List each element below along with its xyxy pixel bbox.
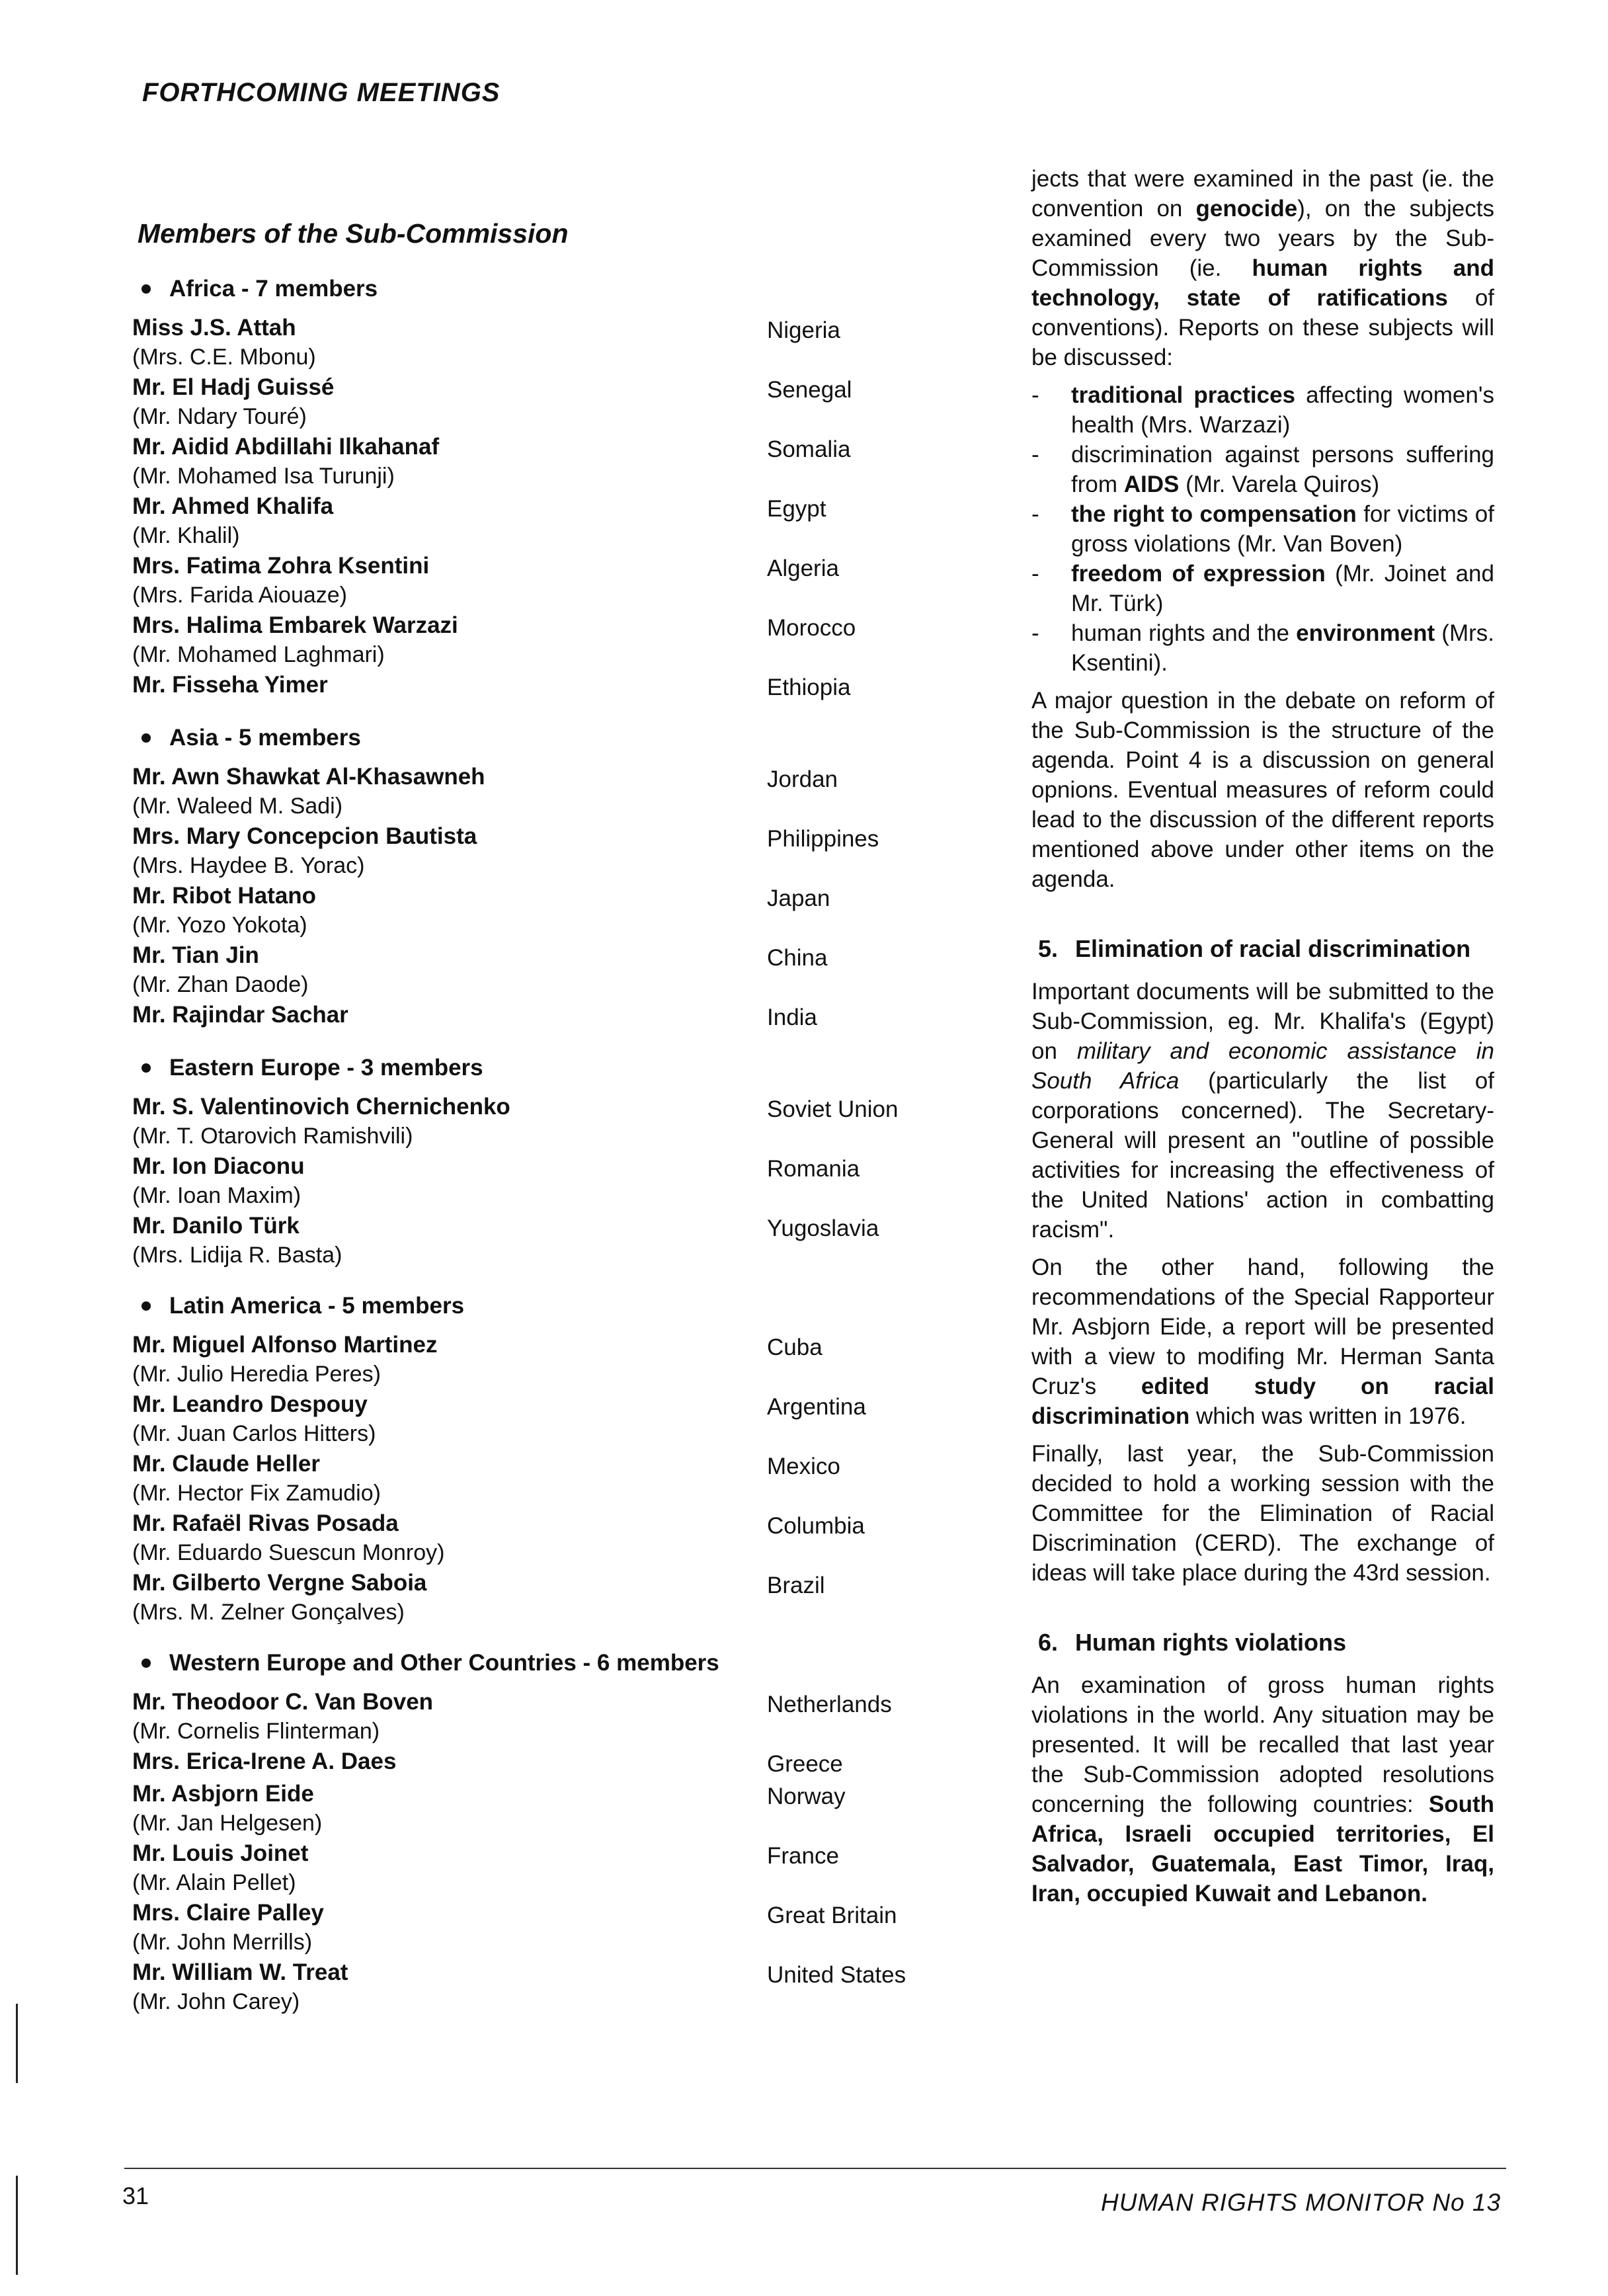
member-alternate: (Mr. John Merrills) [132, 1930, 313, 1955]
member-alternate: (Mr. Yozo Yokota) [132, 913, 307, 938]
region-heading [141, 1650, 1018, 1676]
member-names [132, 491, 767, 551]
member-row [132, 1508, 1018, 1568]
region-list [132, 276, 1018, 2017]
member-country: Mexico [767, 1454, 840, 1479]
member-names [132, 313, 767, 372]
region-block [132, 1650, 1018, 2017]
member-alternate: (Mr. Mohamed Isa Turunji) [132, 464, 395, 489]
text-run: discrimination against persons suffering from [1071, 442, 1494, 497]
member-row [132, 1898, 1018, 1957]
member-alternate: (Mrs. Farida Aiouaze) [132, 583, 347, 608]
text-run: Important documents will be submitted to the Sub-Commission, eg. Mr. Khalifa's (Egypt) on [1031, 979, 1494, 1064]
member-row [132, 1838, 1018, 1898]
member-country: Jordan [767, 766, 838, 792]
member-country: India [767, 1004, 817, 1030]
text-run: human rights and technology, state of ratifications [1031, 255, 1495, 311]
text-run: which was written in 1976. [1189, 1403, 1467, 1429]
member-row [132, 1957, 1018, 2017]
text-run: jects that were examined in the past (ie. the convention on [1031, 166, 1494, 222]
intro-paragraph [1031, 164, 1494, 372]
section-6-paragraph [1031, 1670, 1494, 1908]
member-alternate: (Mr. Waleed M. Sadi) [132, 794, 343, 819]
member-names [132, 1898, 767, 1957]
page-number: 31 [122, 2182, 149, 2209]
reform-paragraph: A major question in the debate on reform of the Sub-Commission is the structure of the agenda. Point 4 is a discussion on general opnions. Eventual measures of reform could lead to the discussion of the different reports mentioned above under other items on the agenda. [1031, 688, 1494, 892]
member-country: Yugoslavia [767, 1215, 879, 1241]
member-alternate: (Mr. Eduardo Suescun Monroy) [132, 1540, 445, 1565]
member-row [132, 551, 1018, 610]
section-number: 6. [1038, 1629, 1059, 1656]
member-names [132, 1330, 767, 1389]
member-names [132, 551, 767, 610]
bullet-icon [141, 733, 151, 743]
section-5-heading [1038, 934, 1494, 964]
text-run: affecting women's health (Mrs. Warzazi) [1071, 382, 1494, 438]
text-run: of conventions). Reports on these subjects will be discussed: [1031, 285, 1495, 370]
member-name: Mr. Rajindar Sachar [132, 1002, 348, 1028]
member-row [132, 432, 1018, 491]
member-row [132, 821, 1018, 881]
member-row [132, 1449, 1018, 1508]
member-name: Mr. Asbjorn Eide [132, 1781, 314, 1807]
member-country: Philippines [767, 826, 879, 852]
member-alternate: (Mrs. C.E. Mbonu) [132, 345, 316, 370]
report-item [1031, 559, 1494, 618]
member-alternate: (Mr. Ioan Maxim) [132, 1183, 302, 1208]
member-row [132, 1687, 1018, 1746]
member-name: Mr. Ribot Hatano [132, 883, 317, 909]
member-country: Nigeria [767, 317, 840, 343]
member-country: Somalia [767, 436, 851, 462]
member-alternate: (Mr. Khalil) [132, 523, 240, 548]
member-name: Mr. Miguel Alfonso Martinez [132, 1332, 438, 1358]
region-title: Asia - 5 members [169, 725, 361, 751]
text-run: (Mr. Joinet and Mr. Türk) [1071, 561, 1494, 616]
member-names [132, 940, 767, 1000]
margin-mark [16, 2004, 18, 2083]
member-names [132, 1779, 767, 1838]
member-names [132, 1838, 767, 1898]
member-names [132, 610, 767, 670]
member-name: Mr. Louis Joinet [132, 1840, 309, 1866]
member-name: Mr. S. Valentinovich Chernichenko [132, 1094, 510, 1120]
member-row [132, 1568, 1018, 1627]
member-country: Morocco [767, 615, 856, 641]
member-names [132, 1687, 767, 1746]
member-name: Mr. Ion Diaconu [132, 1153, 305, 1179]
member-names [132, 1000, 767, 1032]
report-item [1031, 440, 1494, 499]
member-row [132, 1151, 1018, 1211]
member-country: Senegal [767, 377, 852, 403]
member-names [132, 1092, 767, 1151]
member-country: Columbia [767, 1513, 865, 1539]
member-alternate: (Mrs. Lidija R. Basta) [132, 1243, 342, 1268]
member-names [132, 1389, 767, 1449]
text-run: (Mr. Varela Quiros) [1179, 472, 1380, 497]
member-name: Mr. Fisseha Yimer [132, 672, 328, 698]
member-names [132, 1211, 767, 1270]
member-alternate: (Mr. Cornelis Flinterman) [132, 1719, 380, 1744]
publication-footer: HUMAN RIGHTS MONITOR No 13 [1101, 2189, 1502, 2216]
member-row [132, 610, 1018, 670]
member-name: Mr. William W. Treat [132, 1959, 348, 1985]
region-title: Western Europe and Other Countries - 6 members [169, 1650, 719, 1676]
member-name: Mr. Ahmed Khalifa [132, 493, 334, 519]
footer-divider [124, 2168, 1506, 2169]
member-name: Mr. Awn Shawkat Al-Khasawneh [132, 764, 485, 790]
section-5-paragraph: Finally, last year, the Sub-Commission decided to hold a working session with the Committee for the Elimination of Racial Discrimination (CERD). The exchange of ideas will take place during the 43rd session. [1031, 1441, 1494, 1586]
article-column [1031, 164, 1494, 1916]
member-row [132, 372, 1018, 432]
region-block [132, 1293, 1018, 1627]
member-alternate: (Mr. Zhan Daode) [132, 972, 309, 997]
report-item [1031, 618, 1494, 678]
member-names [132, 1151, 767, 1211]
member-country: Great Britain [767, 1903, 897, 1928]
member-names [132, 821, 767, 881]
member-name: Mr. Aidid Abdillahi Ilkahanaf [132, 434, 440, 460]
text-run: South Africa, Israeli occupied territories, El Salvador, Guatemala, East Timor, Iraq, Iran, occupied Kuwait and Lebanon. [1031, 1791, 1494, 1906]
region-heading [141, 1293, 1018, 1319]
region-heading [141, 276, 1018, 302]
text-run: human rights and the [1071, 620, 1297, 646]
member-country: Brazil [767, 1573, 825, 1598]
member-alternate: (Mr. Alain Pellet) [132, 1870, 296, 1895]
member-name: Mrs. Erica-Irene A. Daes [132, 1748, 397, 1774]
report-list [1031, 380, 1494, 678]
member-alternate: (Mr. Julio Heredia Peres) [132, 1362, 382, 1387]
member-name: Miss J.S. Attah [132, 315, 296, 341]
text-run: traditional practices [1071, 382, 1296, 408]
text-run: for victims of gross violations (Mr. Van Boven) [1071, 501, 1494, 557]
bullet-icon [141, 1659, 151, 1668]
member-alternate: (Mrs. Haydee B. Yorac) [132, 853, 365, 878]
member-name: Mrs. Fatima Zohra Ksentini [132, 553, 430, 579]
member-country: Japan [767, 885, 830, 911]
member-names [132, 881, 767, 940]
members-column [132, 218, 1018, 2039]
bullet-icon [141, 1301, 151, 1311]
member-name: Mrs. Claire Palley [132, 1900, 324, 1926]
member-alternate: (Mrs. M. Zelner Gonçalves) [132, 1600, 405, 1625]
member-row [132, 1779, 1018, 1838]
member-name: Mrs. Mary Concepcion Bautista [132, 823, 477, 849]
member-names [132, 1957, 767, 2017]
member-country: Cuba [767, 1334, 823, 1360]
bullet-icon [141, 284, 151, 294]
member-row [132, 1211, 1018, 1270]
region-block [132, 725, 1018, 1032]
member-name: Mr. Leandro Despouy [132, 1391, 368, 1417]
member-country: Argentina [767, 1394, 866, 1420]
member-country: Netherlands [767, 1692, 892, 1717]
member-name: Mrs. Halima Embarek Warzazi [132, 612, 458, 638]
text-run: (particularly the list of corporations concerned). The Secretary-General will present an "outline of possible activities for increasing the effectiveness of the United Nations' action in combatting racism". [1031, 1068, 1494, 1243]
member-country: Greece [767, 1751, 843, 1777]
member-row [132, 762, 1018, 821]
margin-mark [16, 2176, 18, 2275]
member-row [132, 313, 1018, 372]
section-number: 5. [1038, 935, 1059, 962]
member-names [132, 670, 767, 702]
member-names [132, 372, 767, 432]
member-names [132, 432, 767, 491]
bullet-icon [141, 1063, 151, 1073]
member-row [132, 881, 1018, 940]
member-row [132, 940, 1018, 1000]
region-heading [141, 725, 1018, 751]
member-country: United States [767, 1962, 906, 1988]
section-6-heading [1038, 1627, 1494, 1657]
text-run: (Mrs. Ksentini). [1071, 620, 1494, 676]
text-run: AIDS [1123, 472, 1180, 497]
member-country: China [767, 945, 828, 971]
region-heading [141, 1055, 1018, 1081]
member-names [132, 1568, 767, 1627]
member-alternate: (Mr. Hector Fix Zamudio) [132, 1481, 381, 1506]
member-name: Mr. Theodoor C. Van Boven [132, 1689, 434, 1715]
text-run: environment [1296, 620, 1435, 646]
member-country: Ethiopia [767, 675, 851, 700]
members-heading: Members of the Sub-Commission [138, 218, 569, 249]
member-alternate: (Mr. Jan Helgesen) [132, 1811, 323, 1836]
member-row [132, 1746, 1018, 1779]
text-run: military and economic assistance in South Africa [1031, 1038, 1495, 1094]
section-5-paragraph [1031, 1252, 1494, 1431]
member-name: Mr. Danilo Türk [132, 1213, 300, 1239]
member-name: Mr. Claude Heller [132, 1451, 320, 1477]
text-run: ), on the subjects examined every two years by the Sub-Commission (ie. [1031, 196, 1494, 281]
member-row [132, 1330, 1018, 1389]
member-row [132, 670, 1018, 702]
report-item [1031, 380, 1494, 440]
region-title: Latin America - 5 members [169, 1293, 465, 1319]
member-row [132, 1000, 1018, 1032]
member-name: Mr. Tian Jin [132, 942, 259, 968]
section-title: Elimination of racial discrimination [1075, 935, 1471, 962]
text-run: freedom of expression [1071, 561, 1326, 587]
section-5-paragraph [1031, 977, 1494, 1245]
region-title: Eastern Europe - 3 members [169, 1055, 483, 1081]
member-alternate: (Mr. John Carey) [132, 1989, 300, 2014]
text-run: genocide [1195, 196, 1298, 222]
member-country: Romania [767, 1156, 860, 1182]
member-alternate: (Mr. Juan Carlos Hitters) [132, 1421, 376, 1446]
member-names [132, 1449, 767, 1508]
page-title: FORTHCOMING MEETINGS [142, 78, 501, 107]
member-alternate: (Mr. Mohamed Laghmari) [132, 642, 385, 667]
member-country: Norway [767, 1784, 846, 1809]
report-item [1031, 499, 1494, 559]
member-row [132, 1389, 1018, 1449]
member-country: Egypt [767, 496, 826, 522]
region-block [132, 276, 1018, 702]
member-names [132, 1508, 767, 1568]
section-title: Human rights violations [1075, 1629, 1347, 1656]
member-alternate: (Mr. Ndary Touré) [132, 404, 307, 429]
member-names [132, 1746, 767, 1779]
member-names [132, 762, 767, 821]
region-block [132, 1055, 1018, 1270]
member-row [132, 1092, 1018, 1151]
member-alternate: (Mr. T. Otarovich Ramishvili) [132, 1124, 413, 1149]
member-name: Mr. Gilberto Vergne Saboia [132, 1570, 427, 1596]
text-run: the right to compensation [1071, 501, 1357, 527]
text-run: An examination of gross human rights violations in the world. Any situation may be presented. It will be recalled that last year the Sub-Commission adopted resolutions concerning the following countries: [1031, 1672, 1494, 1817]
region-title: Africa - 7 members [169, 276, 378, 302]
member-country: Algeria [767, 555, 839, 581]
member-name: Mr. Rafaël Rivas Posada [132, 1510, 399, 1536]
member-country: Soviet Union [767, 1096, 899, 1122]
text-run: edited study on racial discrimination [1031, 1374, 1494, 1429]
text-run: On the other hand, following the recommendations of the Special Rapporteur Mr. Asbjorn Eide, a report will be presented with a view to modifing Mr. Herman Santa Cruz's [1031, 1254, 1494, 1399]
member-row [132, 491, 1018, 551]
member-name: Mr. El Hadj Guissé [132, 374, 335, 400]
member-country: France [767, 1843, 839, 1869]
